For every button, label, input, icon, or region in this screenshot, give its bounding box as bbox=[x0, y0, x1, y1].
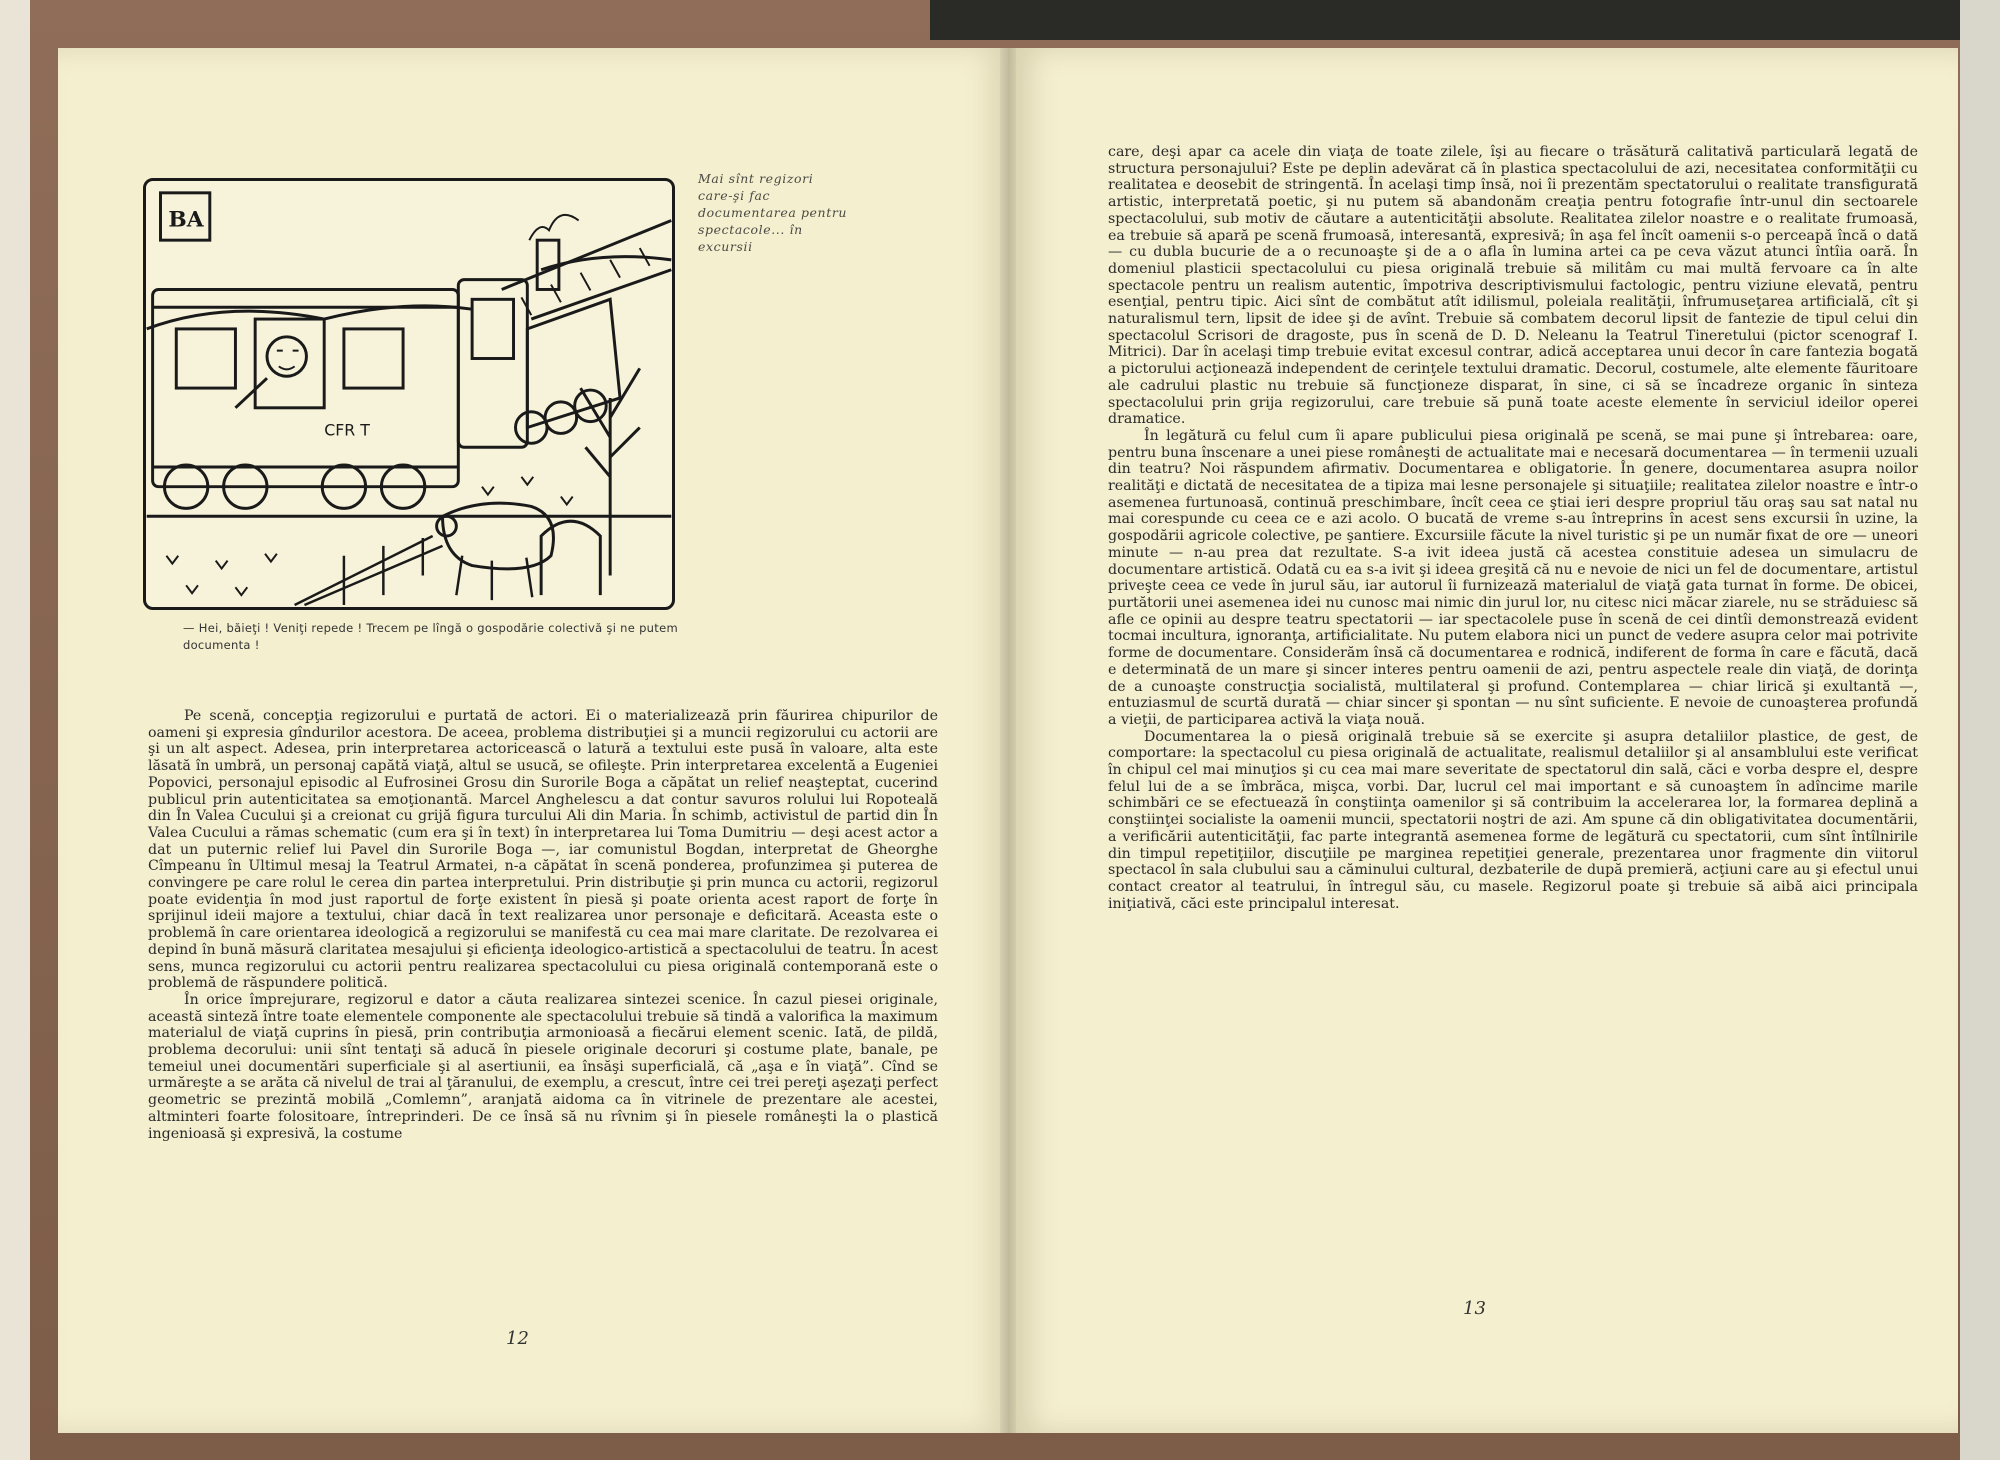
paragraph: În orice împrejurare, regizorul e dator a căuta realizarea sintezei scenice. În cazul piesei originale, această sinteză între toate elementele componente ale spectacolului trebuie să tindă a valorifica la maximum materialul de viaţă cuprins în piesă, prin contribuţia armonioasă a fiecărui element scenic. Iată, de pildă, problema decorului: unii sînt tentaţi să aducă în piesele originale decoruri şi costume plate, banale, pe temeiul unei documentări superficiale şi al asertiunii, ea însăşi superficială, că „aşa e în viaţă”. Cînd se urmăreşte a se arăta că nivelul de trai al ţăranului, de exemplu, a crescut, între cei trei pereţi aşezaţi perfect geometric se prezintă mobilă „Comlemn”, aranjată aidoma ca în vitrinele de prezentare ale acestei, altminteri foarte folositoare, întreprinderi. De ce însă să nu rîvnim şi în piesele româneşti la o plastică ingenioasă şi expresivă, la costume bbox=[148, 991, 938, 1142]
passenger-arm bbox=[235, 378, 267, 408]
paragraph: care, deşi apar ca acele din viaţa de toate zilele, îşi au fiecare o trăsătură calitativă particulară legată de structura personajului? Este pe deplin adevărat că în plastica spectacolului de azi, necesitatea conformităţii cu realitatea e deosebit de stringentă. În acelaşi timp însă, noi îi prezentăm spectatorului o realitate transfigurată artistic, interpretată poetic, şi nu putem să abandonăm creaţia pentru fotografie într-unul din sectoarele spectacolului, sub motiv de căutare a autenticităţii absolute. Realitatea zilelor noastre e o realitate frumoasă, ea trebuie să apară pe scenă frumoasă, interesantă, expresivă; în aşa fel încît oamenii s-o perceapă încă o dată — cu dubla bucurie de a o recunoaşte şi de a o afla în lumina artei ca pe ceva văzut atunci întîia oară. În domeniul plasticii spectacolului cu piesa originală trebuie să militâm cu mai multă fervoare ca în alte spectacole pentru un realism autentic, împotriva descriptivismului factologic, pentru viziune elevată, pentru esenţial, pentru tipic. Aici sînt de combătut atît idilismul, poleiala realităţii, înfrumuseţarea artificială, cît şi naturalismul tern, lipsit de idee şi de avînt. Trebuie să combatem decorul lipsit de fantezie de tipul celui din spectacolul Scrisori de dragoste, pus în scenă de D. D. Neleanu la Teatrul Tineretului (pictor scenograf I. Mitrici). Dar în acelaşi timp trebuie evitat excesul contrar, adică acceptarea unui decor în care fantezia bogată a pictorului acţionează independent de cerinţele textului dramatic. Decorul, costumele, alte elemente făuritoare ale cadrului plastic nu trebuie să funcţioneze disparat, în sine, ci să se încadreze organic în sinteza spectacolului prin grija regizorului, care trebuie să pună toate aceste elemente în serviciul ideilor operei dramatice. bbox=[1108, 144, 1918, 428]
right-body-text bbox=[1108, 144, 1918, 912]
background-top bbox=[930, 0, 2000, 40]
left-body-text bbox=[148, 708, 938, 1142]
left-page bbox=[58, 48, 1008, 1433]
monogram: BA bbox=[168, 207, 204, 233]
page-number: 13 bbox=[1463, 1298, 1486, 1319]
paragraph: Pe scenă, concepţia regizorului e purtată de actori. Ei o materializează prin făurirea chipurilor de oameni şi expresia gîndurilor acestora. De aceea, problema distribuţiei şi a muncii regizorului cu actorii are şi un alt aspect. Adesea, prin interpretarea actoricească o latură a textului este pusă în valoare, alta este lăsată în umbră, un personaj capătă viaţă, altul se usucă, se ofileşte. Prin interpretarea excelentă a Eugeniei Popovici, personajul episodic al Eufrosinei Grosu din Surorile Boga a căpătat un relief neaşteptat, cucerind publicul prin autenticitatea sa emoţionantă. Marcel Anghelescu a dat contur savuros rolului lui Ropoteală din În Valea Cucului şi a creionat cu grijă figura turcului Ali din Maria. În schimb, activistul de partid din În Valea Cucului a rămas schematic (cum era şi în text) în interpretarea lui Toma Dumitriu — deşi acest actor a dat un puternic relief lui Pavel din Surorile Boga —, iar comunistul Bogdan, interpretat de Gheorghe Cîmpeanu în Ultimul mesaj la Teatrul Armatei, n-a căpătat în scenă ponderea, profunzimea şi puterea de convingere pe care rolul le cerea din partea interpretului. Prin distribuţie şi prin munca cu actorii, regizorul poate evidenţia în mod just raportul de forţe existent în piesă şi poate orienta acest raport de forţe în sprijinul ideii majore a textului, chiar dacă în text realizarea unor personaje e deficitară. Aceasta este o problemă în care orientarea ideologică a regizorului se manifestă cu cea mai mare claritate. De rezolvarea ei depind în bună măsură claritatea mesajului şi eficienţa ideologico-artistică a spectacolului de teatru. În acest sens, munca regizorului cu actorii pentru realizarea spectacolului cu piesa originală contemporană este o problemă de răspundere politică. bbox=[148, 708, 938, 992]
paragraph: În legătură cu felul cum îi apare publicului piesa originală pe scenă, se mai pune şi întrebarea: oare, pentru buna înscenare a unei piese româneşti de actualitate mai e necesară documentarea — în termenii uzuali din teatru? Noi răspundem afirmativ. Documentarea e obligatorie. În genere, documentarea asupra noilor realităţi e dictată de necesitatea de a tipiza mai lesne personajele şi situaţiile; realitatea zilelor noastre e într-o asemenea furtunoasă, continuă preschimbare, încît ceea ce ştiai ieri despre propriul tău oraş sau sat natal nu mai corespunde cu ceea ce e azi acolo. O bucată de vreme s-au întreprins în acest sens excursii în uzine, la gospodării agricole colective, pe şantiere. Excursiile făcute la nivel turistic şi pe un număr fixat de ore — uneori minute — n-au prea dat rezultate. S-a ivit ideea justă că acestea constituie adesea un simulacru de documentare artistică. Odată cu ea s-a ivit şi ideea greşită că nu e nevoie de nici un fel de documentare, artistul priveşte ceea ce vede în jurul său, iar autorul îi furnizează materialul de viaţă gata turnat în forme. De obicei, purtătorii unei asemenea idei nu cunosc mai nimic din jurul lor, nu citesc nici măcar ziarele, nu se străduiesc să afle ce opinii au despre teatru spectatorii — iar spectacolele puse în scenă de cei dintîi demonstrează evident tocmai incultura, ignoranţa, artificialitate. Nu putem elabora nici un punct de vedere asupra celor mai potrivite forme de documentare. Considerăm însă că documentarea e rodnică, indiferent de forma în care e făcută, dacă e determinată de un mare şi sincer interes pentru oamenii de azi, pentru aspectele reale din viaţă, de dorinţa de a cunoaşte construcţia socialistă, multilateral şi profund. Contemplarea — chiar lirică şi exultantă —, entuziasmul de scurtă durată — chiar sincer şi spontan — nu sînt suficiente. E nevoie de cunoaşterea profundă a vieţii, de participarea activă la viaţa nouă. bbox=[1108, 427, 1919, 728]
book-spine bbox=[1000, 48, 1016, 1433]
wagon-window bbox=[255, 319, 324, 408]
wagon-plate: CFR T bbox=[324, 420, 370, 440]
fence bbox=[295, 536, 443, 605]
page-number: 12 bbox=[506, 1328, 529, 1349]
paragraph: Documentarea la o piesă originală trebuie să se exercite şi asupra detaliilor plastice, de gest, de comportare: la spectacolul cu piesa originală de actualitate, realismul detaliilor şi al ansamblului este verificat în chipul cel mai minuţios şi cu cea mai mare severitate de spectatorul din sală, căci e vorba despre el, despre felul lui de a se îmbrăca, mişca, vorbi. Dar, lucrul cel mai important e să cunoaştem în adîncime marile schimbări ce se efectuează în conştiinţa oamenilor şi să contribuim la accelerarea lor, la formarea deplină a conştiinţei socialiste la oamenii muncii, spectatorii noştri de azi. Am spune că din obligativitatea documentării, a verificării autenticităţii, fac parte integrantă asemenea forme de legătură cu spectatorii, cum sînt întîlnirile din timpul repetiţiilor, discuţiile pe marginea repetiţiei generale, prezentarea unor fragmente din viitorul spectacol în sala clubului sau a căminului cultural, dezbaterile de după premieră, acţiuni care au şi efectul unui contact creator al teatrului, în întregul său, cu masele. Regizorul poate şi trebuie să aibă aici principala iniţiativă, căci este principalul interesat. bbox=[1108, 728, 1918, 912]
cow bbox=[443, 503, 554, 569]
right-page bbox=[1008, 48, 1958, 1433]
smoke bbox=[529, 215, 578, 240]
side-caption: Mai sînt regizori care-şi fac documentarea pentru spectacole... în excursii bbox=[698, 171, 848, 254]
tree bbox=[581, 368, 640, 575]
figure-caption: — Hei, băieţi ! Veniţi repede ! Trecem pe lîngă o gospodărie colectivă şi ne putem documenta ! bbox=[183, 621, 678, 652]
background-right bbox=[1960, 0, 2000, 1460]
cartoon-illustration bbox=[143, 178, 675, 610]
train-cartoon bbox=[146, 181, 672, 607]
